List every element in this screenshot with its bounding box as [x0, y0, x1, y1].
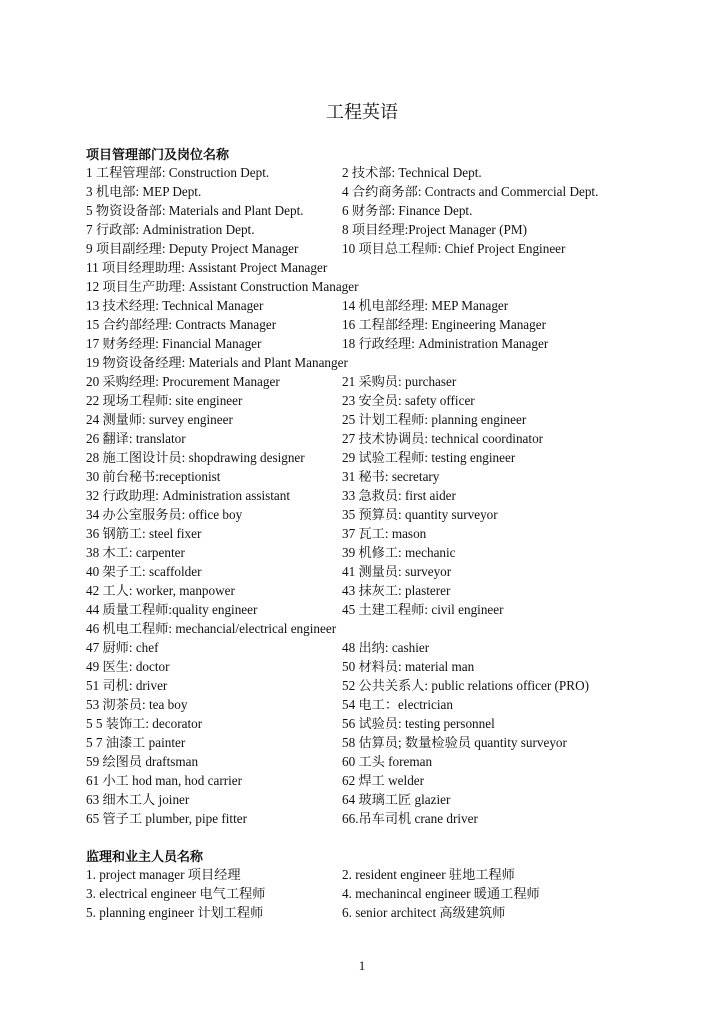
term-row [86, 448, 646, 467]
term-entry-left: 63 细木工人 joiner [86, 792, 190, 807]
term-entry-right: 50 材料员: material man [342, 659, 475, 674]
term-row [86, 619, 646, 638]
section-supervision-owner-list [86, 865, 646, 922]
term-row [86, 714, 646, 733]
term-entry-right: 29 试验工程师: testing engineer [342, 450, 516, 465]
term-entry-right: 18 行政经理: Administration Manager [342, 336, 549, 351]
term-row [86, 220, 646, 239]
page-number: 1 [358, 958, 366, 973]
term-entry-left: 61 小工 hod man, hod carrier [86, 773, 243, 788]
term-entry-right: 66.吊车司机 crane driver [342, 811, 478, 826]
term-row [86, 163, 646, 182]
term-entry-right: 35 预算员: quantity surveyor [342, 507, 498, 522]
term-entry-left: 40 架子工: scaffolder [86, 564, 202, 579]
term-entry-right: 4. mechanincal engineer 暖通工程师 [342, 886, 540, 901]
term-entry-right: 56 试验员: testing personnel [342, 716, 495, 731]
term-entry-left: 42 工人: worker, manpower [86, 583, 235, 598]
term-entry-right: 25 计划工程师: planning engineer [342, 412, 527, 427]
page-title: 工程英语 [326, 102, 398, 122]
term-entry-left: 53 沏茶员: tea boy [86, 697, 188, 712]
term-entry-right: 39 机修工: mechanic [342, 545, 456, 560]
term-entry-left: 24 测量师: survey engineer [86, 412, 233, 427]
term-row [86, 429, 646, 448]
term-entry-right: 27 技术协调员: technical coordinator [342, 431, 544, 446]
term-entry-left: 30 前台秘书:receptionist [86, 469, 221, 484]
term-row [86, 505, 646, 524]
term-entry-left: 49 医生: doctor [86, 659, 170, 674]
term-row [86, 562, 646, 581]
term-row [86, 410, 646, 429]
term-row [86, 790, 646, 809]
term-entry-left: 32 行政助理: Administration assistant [86, 488, 291, 503]
term-entry-left: 47 厨师: chef [86, 640, 159, 655]
term-row [86, 353, 646, 372]
term-row [86, 865, 646, 884]
term-entry-left: 5 5 装饰工: decorator [86, 716, 203, 731]
term-entry-right: 6 财务部: Finance Dept. [342, 203, 473, 218]
term-entry-left: 44 质量工程师:quality engineer [86, 602, 258, 617]
term-row [86, 884, 646, 903]
term-entry-left: 13 技术经理: Technical Manager [86, 298, 264, 313]
term-entry-left: 65 管子工 plumber, pipe fitter [86, 811, 247, 826]
term-entry: 46 机电工程师: mechancial/electrical engineer [86, 621, 337, 636]
term-row [86, 201, 646, 220]
term-entry-left: 22 现场工程师: site engineer [86, 393, 243, 408]
term-entry-left: 15 合约部经理: Contracts Manager [86, 317, 277, 332]
term-row [86, 581, 646, 600]
term-entry-right: 41 测量员: surveyor [342, 564, 452, 579]
term-entry-left: 5. planning engineer 计划工程师 [86, 905, 264, 920]
term-entry-right: 43 抹灰工: plasterer [342, 583, 451, 598]
term-row [86, 676, 646, 695]
term-entry-right: 48 出纳: cashier [342, 640, 430, 655]
term-entry-right: 21 采购员: purchaser [342, 374, 457, 389]
term-row [86, 543, 646, 562]
term-entry-right: 58 估算员; 数量检验员 quantity surveyor [342, 735, 567, 750]
term-row [86, 600, 646, 619]
term-row [86, 809, 646, 828]
term-row [86, 372, 646, 391]
term-entry-left: 3. electrical engineer 电气工程师 [86, 886, 266, 901]
section-project-departments-list [86, 163, 646, 828]
section-heading-project-departments: 项目管理部门及岗位名称 [86, 147, 230, 162]
term-row [86, 182, 646, 201]
term-entry-right: 37 瓦工: mason [342, 526, 427, 541]
term-entry-left: 5 7 油漆工 painter [86, 735, 186, 750]
term-row [86, 258, 646, 277]
term-entry-left: 5 物资设备部: Materials and Plant Dept. [86, 203, 304, 218]
term-entry-left: 36 钢筋工: steel fixer [86, 526, 202, 541]
term-row [86, 315, 646, 334]
term-entry-right: 2 技术部: Technical Dept. [342, 165, 482, 180]
term-entry-left: 1. project manager 项目经理 [86, 867, 241, 882]
term-row [86, 239, 646, 258]
term-entry-left: 1 工程管理部: Construction Dept. [86, 165, 270, 180]
term-entry-right: 4 合约商务部: Contracts and Commercial Dept. [342, 184, 599, 199]
term-entry-right: 8 项目经理:Project Manager (PM) [342, 222, 527, 237]
term-entry-left: 9 项目副经理: Deputy Project Manager [86, 241, 299, 256]
term-entry-left: 51 司机: driver [86, 678, 168, 693]
term-row [86, 771, 646, 790]
term-entry-right: 64 玻璃工匠 glazier [342, 792, 451, 807]
term-entry-left: 17 财务经理: Financial Manager [86, 336, 262, 351]
term-entry-right: 45 土建工程师: civil engineer [342, 602, 504, 617]
term-entry-right: 10 项目总工程师: Chief Project Engineer [342, 241, 566, 256]
term-entry-left: 28 施工图设计员: shopdrawing designer [86, 450, 305, 465]
term-row [86, 486, 646, 505]
section-heading-supervision-owner: 监理和业主人员名称 [86, 849, 204, 864]
term-entry-right: 52 公共关系人: public relations officer (PRO) [342, 678, 589, 693]
term-entry-right: 23 安全员: safety officer [342, 393, 475, 408]
term-entry-right: 14 机电部经理: MEP Manager [342, 298, 509, 313]
term-entry-left: 3 机电部: MEP Dept. [86, 184, 202, 199]
term-entry: 19 物资设备经理: Materials and Plant Mananger [86, 355, 348, 370]
term-entry-right: 2. resident engineer 驻地工程师 [342, 867, 515, 882]
term-row [86, 391, 646, 410]
term-row [86, 296, 646, 315]
term-entry-right: 33 急救员: first aider [342, 488, 456, 503]
term-row [86, 467, 646, 486]
term-row [86, 277, 646, 296]
term-row [86, 903, 646, 922]
term-row [86, 733, 646, 752]
term-entry-right: 16 工程部经理: Engineering Manager [342, 317, 546, 332]
term-row [86, 695, 646, 714]
term-entry: 11 项目经理助理: Assistant Project Manager [86, 260, 328, 275]
term-row [86, 752, 646, 771]
term-entry: 12 项目生产助理: Assistant Construction Manager [86, 279, 359, 294]
term-entry-left: 38 木工: carpenter [86, 545, 185, 560]
term-row [86, 657, 646, 676]
term-entry-right: 54 电工：electrician [342, 697, 453, 712]
term-entry-left: 20 采购经理: Procurement Manager [86, 374, 280, 389]
term-entry-right: 60 工头 foreman [342, 754, 433, 769]
term-row [86, 524, 646, 543]
term-entry-right: 31 秘书: secretary [342, 469, 440, 484]
term-row [86, 638, 646, 657]
term-entry-left: 59 绘图员 draftsman [86, 754, 199, 769]
term-entry-right: 6. senior architect 高级建筑师 [342, 905, 506, 920]
term-row [86, 334, 646, 353]
term-entry-left: 26 翻译: translator [86, 431, 186, 446]
term-entry-right: 62 焊工 welder [342, 773, 425, 788]
term-entry-left: 7 行政部: Administration Dept. [86, 222, 255, 237]
term-entry-left: 34 办公室服务员: office boy [86, 507, 243, 522]
